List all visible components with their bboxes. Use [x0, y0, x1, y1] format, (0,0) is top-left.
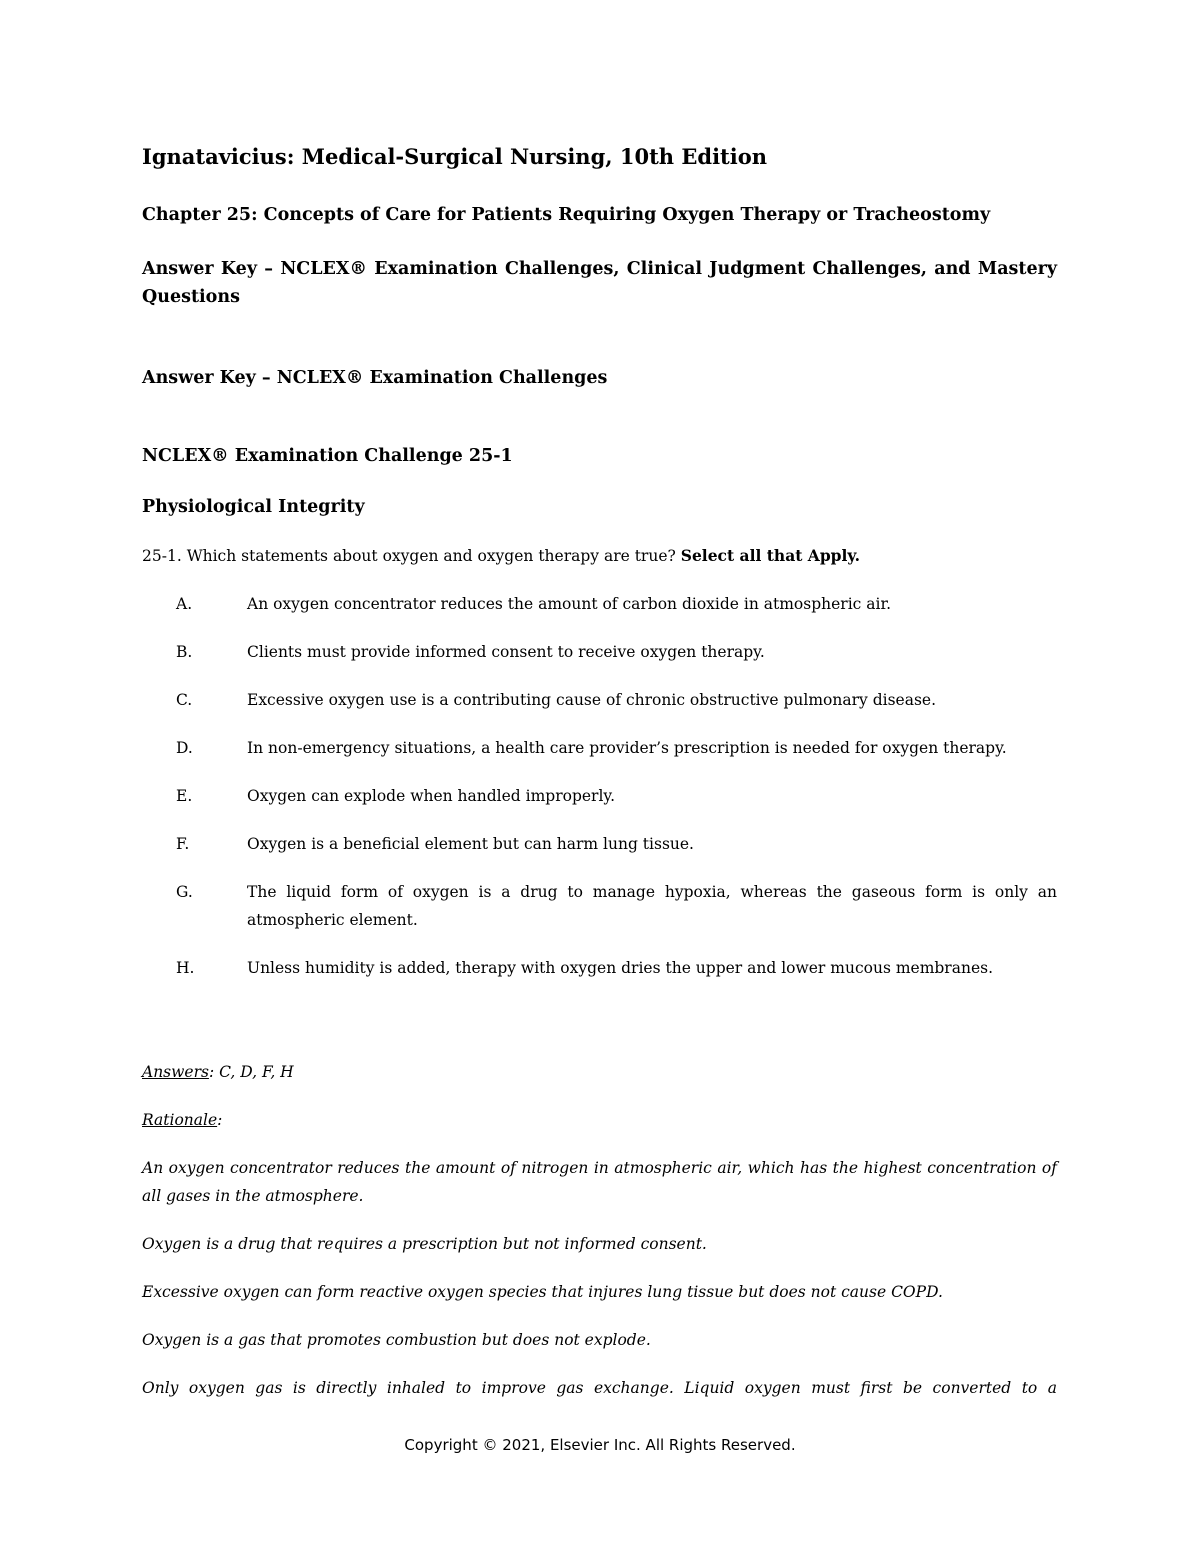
rationale-label-suffix: :	[217, 1111, 223, 1129]
question-stem	[142, 542, 1057, 570]
book-title: Ignatavicius: Medical-Surgical Nursing, 10th Edition	[142, 144, 768, 169]
answers-value: : C, D, F, H	[208, 1063, 294, 1081]
rationale-label: Rationale	[142, 1111, 218, 1129]
option-f	[142, 830, 1057, 858]
question-number: 25-1.	[142, 547, 182, 565]
category-heading: Physiological Integrity	[142, 497, 365, 517]
question-text: Which statements about oxygen and oxygen therapy are true?	[186, 547, 676, 565]
option-letter: D.	[176, 739, 193, 757]
rationale-paragraph: Only oxygen gas is directly inhaled to improve gas exchange. Liquid oxygen must first be converted to a	[142, 1379, 1057, 1397]
challenge-heading: NCLEX® Examination Challenge 25-1	[142, 446, 513, 466]
document-page	[142, 0, 1057, 1553]
option-letter: A.	[176, 595, 193, 613]
rationale-list	[142, 1154, 1057, 1422]
option-text: An oxygen concentrator reduces the amount of carbon dioxide in atmospheric air.	[247, 595, 892, 613]
option-text: Excessive oxygen use is a contributing cause of chronic obstructive pulmonary disease.	[247, 691, 936, 709]
question-instruction: Select all that Apply.	[680, 546, 861, 565]
option-text: In non-emergency situations, a health care provider’s prescription is needed for oxygen therapy.	[247, 739, 1007, 757]
option-letter: E.	[176, 787, 193, 805]
answers-line	[142, 1058, 294, 1086]
copyright-footer: Copyright © 2021, Elsevier Inc. All Rights Reserved.	[404, 1436, 796, 1454]
rationale-paragraph: An oxygen concentrator reduces the amount of nitrogen in atmospheric air, which has the highest concentration of all gases in the atmosphere.	[142, 1159, 1057, 1205]
option-b	[142, 638, 1057, 666]
option-letter: G.	[176, 883, 193, 901]
chapter-title: Chapter 25: Concepts of Care for Patients Requiring Oxygen Therapy or Tracheostomy	[142, 205, 991, 225]
option-text: Clients must provide informed consent to receive oxygen therapy.	[247, 643, 765, 661]
option-g	[142, 878, 1057, 934]
section-heading: Answer Key – NCLEX® Examination Challenges	[142, 368, 608, 388]
answer-options	[142, 590, 1057, 1002]
option-e	[142, 782, 1057, 810]
option-letter: B.	[176, 643, 193, 661]
answer-key-heading: Answer Key – NCLEX® Examination Challenges, Clinical Judgment Challenges, and Mastery Questions	[142, 259, 1057, 307]
option-d	[142, 734, 1057, 762]
option-letter: H.	[176, 959, 195, 977]
rationale-paragraph: Oxygen is a drug that requires a prescription but not informed consent.	[142, 1235, 707, 1253]
option-h	[142, 954, 1057, 982]
option-text: Unless humidity is added, therapy with oxygen dries the upper and lower mucous membranes.	[247, 959, 993, 977]
option-letter: F.	[176, 835, 190, 853]
rationale-paragraph: Oxygen is a gas that promotes combustion but does not explode.	[142, 1331, 651, 1349]
option-text: The liquid form of oxygen is a drug to manage hypoxia, whereas the gaseous form is only an atmospheric element.	[247, 883, 1057, 929]
rationale-paragraph: Excessive oxygen can form reactive oxygen species that injures lung tissue but does not cause COPD.	[142, 1283, 943, 1301]
option-a	[142, 590, 1057, 618]
rationale-heading	[142, 1106, 222, 1134]
option-c	[142, 686, 1057, 714]
option-text: Oxygen is a beneficial element but can harm lung tissue.	[247, 835, 694, 853]
option-text: Oxygen can explode when handled improperly.	[247, 787, 616, 805]
answers-label: Answers	[142, 1063, 209, 1081]
option-letter: C.	[176, 691, 193, 709]
